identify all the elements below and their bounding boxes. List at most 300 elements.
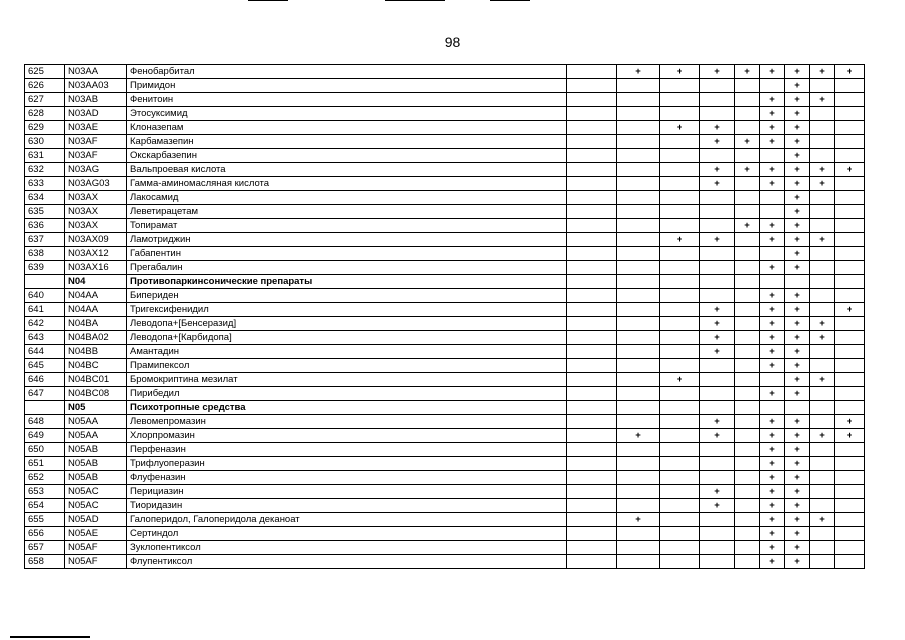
mark-cell: +	[617, 65, 660, 79]
mark-cell	[810, 121, 835, 135]
table-row	[25, 499, 865, 513]
atc-code-cell: N03AG	[65, 163, 127, 177]
mark-cell	[835, 359, 865, 373]
mark-cell	[735, 373, 760, 387]
drug-name-cell: Габапентин	[127, 247, 567, 261]
mark-cell	[735, 527, 760, 541]
mark-cell: +	[760, 555, 785, 569]
mark-cell: +	[660, 65, 700, 79]
mark-cell	[735, 317, 760, 331]
atc-code-cell: N03AX12	[65, 247, 127, 261]
mark-cell: +	[785, 555, 810, 569]
mark-cell	[567, 345, 617, 359]
mark-cell	[617, 247, 660, 261]
mark-cell: +	[760, 93, 785, 107]
mark-cell	[617, 471, 660, 485]
drug-name-cell: Пирибедил	[127, 387, 567, 401]
table-row	[25, 555, 865, 569]
drug-name-cell: Флуфеназин	[127, 471, 567, 485]
drug-name-cell: Левомепромазин	[127, 415, 567, 429]
mark-cell: +	[835, 303, 865, 317]
mark-cell	[835, 135, 865, 149]
mark-cell	[567, 429, 617, 443]
atc-code-cell: N03AE	[65, 121, 127, 135]
drug-table	[24, 64, 865, 569]
mark-cell	[760, 191, 785, 205]
row-number-cell: 628	[25, 107, 65, 121]
mark-cell: +	[785, 191, 810, 205]
mark-cell	[810, 443, 835, 457]
atc-code-cell: N04AA	[65, 289, 127, 303]
mark-cell	[700, 275, 735, 289]
table-row	[25, 485, 865, 499]
table-row	[25, 121, 865, 135]
mark-cell: +	[700, 485, 735, 499]
mark-cell	[660, 289, 700, 303]
atc-code-cell: N05AB	[65, 471, 127, 485]
mark-cell	[567, 135, 617, 149]
mark-cell	[660, 331, 700, 345]
mark-cell: +	[835, 429, 865, 443]
mark-cell	[567, 331, 617, 345]
mark-cell	[660, 247, 700, 261]
group-header-row	[25, 275, 865, 289]
drug-name-cell: Топирамат	[127, 219, 567, 233]
atc-code-cell: N05AD	[65, 513, 127, 527]
mark-cell	[735, 345, 760, 359]
mark-cell: +	[760, 65, 785, 79]
atc-code-cell: N03AF	[65, 149, 127, 163]
mark-cell	[567, 65, 617, 79]
mark-cell	[810, 387, 835, 401]
atc-code-cell: N03AF	[65, 135, 127, 149]
mark-cell	[700, 387, 735, 401]
mark-cell: +	[810, 65, 835, 79]
mark-cell	[810, 191, 835, 205]
drug-name-cell: Амантадин	[127, 345, 567, 359]
mark-cell	[617, 303, 660, 317]
mark-cell	[660, 303, 700, 317]
mark-cell	[660, 135, 700, 149]
table-row	[25, 233, 865, 247]
mark-cell	[567, 289, 617, 303]
mark-cell	[810, 149, 835, 163]
row-number-cell: 632	[25, 163, 65, 177]
mark-cell: +	[785, 261, 810, 275]
table-row	[25, 261, 865, 275]
row-number-cell: 644	[25, 345, 65, 359]
row-number-cell: 629	[25, 121, 65, 135]
mark-cell	[700, 401, 735, 415]
mark-cell	[617, 205, 660, 219]
mark-cell	[735, 429, 760, 443]
mark-cell	[735, 443, 760, 457]
atc-code-cell: N03AX16	[65, 261, 127, 275]
mark-cell	[810, 541, 835, 555]
atc-code-cell: N04BB	[65, 345, 127, 359]
table-row	[25, 191, 865, 205]
row-number-cell: 655	[25, 513, 65, 527]
row-number-cell: 650	[25, 443, 65, 457]
mark-cell	[700, 555, 735, 569]
mark-cell	[660, 443, 700, 457]
mark-cell: +	[785, 485, 810, 499]
mark-cell	[617, 443, 660, 457]
mark-cell: +	[785, 415, 810, 429]
mark-cell	[700, 289, 735, 303]
mark-cell: +	[810, 177, 835, 191]
mark-cell: +	[760, 163, 785, 177]
drug-name-cell: Карбамазепин	[127, 135, 567, 149]
mark-cell	[567, 317, 617, 331]
mark-cell	[700, 205, 735, 219]
mark-cell	[735, 205, 760, 219]
row-number-cell: 657	[25, 541, 65, 555]
mark-cell	[735, 401, 760, 415]
mark-cell	[700, 219, 735, 233]
mark-cell	[567, 121, 617, 135]
mark-cell	[810, 485, 835, 499]
mark-cell	[567, 303, 617, 317]
mark-cell	[567, 261, 617, 275]
mark-cell	[735, 191, 760, 205]
mark-cell	[660, 429, 700, 443]
mark-cell	[660, 205, 700, 219]
mark-cell	[567, 247, 617, 261]
drug-name-cell: Трифлуоперазин	[127, 457, 567, 471]
mark-cell: +	[810, 317, 835, 331]
row-number-cell: 656	[25, 527, 65, 541]
mark-cell	[660, 359, 700, 373]
mark-cell	[567, 359, 617, 373]
mark-cell	[810, 261, 835, 275]
mark-cell	[617, 289, 660, 303]
mark-cell: +	[785, 149, 810, 163]
mark-cell	[810, 303, 835, 317]
drug-name-cell: Примидон	[127, 79, 567, 93]
mark-cell	[700, 541, 735, 555]
row-number-cell: 634	[25, 191, 65, 205]
table-row	[25, 345, 865, 359]
mark-cell	[835, 121, 865, 135]
mark-cell	[567, 443, 617, 457]
mark-cell	[617, 177, 660, 191]
mark-cell	[567, 485, 617, 499]
mark-cell	[785, 401, 810, 415]
mark-cell	[810, 345, 835, 359]
row-number-cell: 638	[25, 247, 65, 261]
drug-name-cell: Вальпроевая кислота	[127, 163, 567, 177]
mark-cell	[617, 331, 660, 345]
drug-name-cell: Хлорпромазин	[127, 429, 567, 443]
mark-cell	[735, 149, 760, 163]
mark-cell	[735, 177, 760, 191]
atc-code-cell: N03AX	[65, 205, 127, 219]
mark-cell: +	[700, 121, 735, 135]
atc-code-cell: N05AE	[65, 527, 127, 541]
mark-cell	[660, 513, 700, 527]
mark-cell	[735, 499, 760, 513]
mark-cell	[760, 247, 785, 261]
mark-cell: +	[700, 429, 735, 443]
row-number-cell: 648	[25, 415, 65, 429]
mark-cell	[835, 107, 865, 121]
mark-cell: +	[760, 429, 785, 443]
mark-cell	[835, 233, 865, 247]
mark-cell	[617, 149, 660, 163]
mark-cell: +	[700, 303, 735, 317]
atc-code-cell: N03AA03	[65, 79, 127, 93]
mark-cell	[617, 233, 660, 247]
mark-cell	[810, 471, 835, 485]
drug-table-body	[25, 65, 865, 569]
mark-cell: +	[785, 163, 810, 177]
drug-name-cell: Гамма-аминомасляная кислота	[127, 177, 567, 191]
mark-cell	[700, 107, 735, 121]
drug-name-cell: Ламотриджин	[127, 233, 567, 247]
mark-cell	[735, 471, 760, 485]
mark-cell	[567, 555, 617, 569]
drug-name-cell: Прегабалин	[127, 261, 567, 275]
mark-cell	[617, 457, 660, 471]
row-number-cell: 625	[25, 65, 65, 79]
atc-code-cell: N04AA	[65, 303, 127, 317]
table-row	[25, 135, 865, 149]
mark-cell	[660, 485, 700, 499]
mark-cell	[810, 275, 835, 289]
drug-name-cell: Леветирацетам	[127, 205, 567, 219]
mark-cell: +	[760, 177, 785, 191]
mark-cell: +	[735, 135, 760, 149]
table-row	[25, 373, 865, 387]
drug-name-cell: Тиоридазин	[127, 499, 567, 513]
table-row	[25, 163, 865, 177]
mark-cell: +	[835, 163, 865, 177]
mark-cell	[617, 79, 660, 93]
mark-cell	[567, 499, 617, 513]
mark-cell: +	[810, 331, 835, 345]
mark-cell	[835, 443, 865, 457]
scan-artifact-top	[385, 0, 445, 1]
mark-cell	[835, 499, 865, 513]
mark-cell	[760, 401, 785, 415]
mark-cell: +	[785, 135, 810, 149]
mark-cell	[835, 331, 865, 345]
mark-cell	[735, 289, 760, 303]
row-number-cell: 635	[25, 205, 65, 219]
table-row	[25, 443, 865, 457]
mark-cell: +	[760, 107, 785, 121]
drug-name-cell: Зуклопентиксол	[127, 541, 567, 555]
mark-cell	[700, 191, 735, 205]
mark-cell: +	[785, 457, 810, 471]
mark-cell: +	[760, 471, 785, 485]
mark-cell: +	[785, 93, 810, 107]
mark-cell	[835, 93, 865, 107]
drug-name-cell: Леводопа+[Бенсеразид]	[127, 317, 567, 331]
mark-cell: +	[785, 541, 810, 555]
mark-cell	[617, 541, 660, 555]
drug-name-cell: Окскарбазепин	[127, 149, 567, 163]
mark-cell	[835, 345, 865, 359]
mark-cell: +	[760, 135, 785, 149]
mark-cell: +	[785, 303, 810, 317]
mark-cell	[835, 79, 865, 93]
row-number-cell: 627	[25, 93, 65, 107]
mark-cell	[735, 121, 760, 135]
mark-cell: +	[810, 93, 835, 107]
mark-cell	[617, 261, 660, 275]
mark-cell: +	[760, 457, 785, 471]
mark-cell	[660, 555, 700, 569]
mark-cell: +	[700, 331, 735, 345]
mark-cell: +	[785, 387, 810, 401]
table-row	[25, 247, 865, 261]
mark-cell: +	[760, 303, 785, 317]
mark-cell	[835, 485, 865, 499]
atc-code-cell: N05AA	[65, 415, 127, 429]
mark-cell: +	[760, 513, 785, 527]
mark-cell: +	[785, 331, 810, 345]
mark-cell	[567, 527, 617, 541]
mark-cell: +	[785, 443, 810, 457]
mark-cell	[567, 401, 617, 415]
row-number-cell: 637	[25, 233, 65, 247]
mark-cell	[760, 205, 785, 219]
mark-cell	[660, 261, 700, 275]
mark-cell	[617, 219, 660, 233]
mark-cell	[617, 359, 660, 373]
mark-cell: +	[700, 317, 735, 331]
mark-cell: +	[785, 429, 810, 443]
mark-cell	[735, 555, 760, 569]
mark-cell: +	[760, 499, 785, 513]
mark-cell	[810, 527, 835, 541]
table-row	[25, 289, 865, 303]
mark-cell	[617, 485, 660, 499]
mark-cell: +	[835, 415, 865, 429]
atc-code-cell: N05AA	[65, 429, 127, 443]
mark-cell	[660, 471, 700, 485]
mark-cell	[567, 387, 617, 401]
table-row	[25, 149, 865, 163]
scan-artifact-top	[248, 0, 288, 1]
mark-cell	[567, 191, 617, 205]
table-row	[25, 65, 865, 79]
mark-cell	[835, 275, 865, 289]
mark-cell	[617, 275, 660, 289]
mark-cell	[660, 177, 700, 191]
mark-cell: +	[810, 373, 835, 387]
mark-cell: +	[785, 317, 810, 331]
mark-cell	[760, 275, 785, 289]
mark-cell: +	[785, 471, 810, 485]
row-number-cell: 652	[25, 471, 65, 485]
mark-cell	[700, 527, 735, 541]
mark-cell	[735, 457, 760, 471]
mark-cell: +	[735, 65, 760, 79]
mark-cell	[617, 499, 660, 513]
mark-cell	[660, 219, 700, 233]
mark-cell	[835, 555, 865, 569]
mark-cell	[660, 93, 700, 107]
row-number-cell: 658	[25, 555, 65, 569]
mark-cell	[835, 471, 865, 485]
row-number-cell: 645	[25, 359, 65, 373]
mark-cell	[735, 233, 760, 247]
drug-name-cell: Этосуксимид	[127, 107, 567, 121]
mark-cell: +	[760, 387, 785, 401]
mark-cell: +	[760, 359, 785, 373]
page-number: 98	[444, 34, 461, 50]
mark-cell: +	[785, 219, 810, 233]
mark-cell	[567, 415, 617, 429]
mark-cell	[700, 79, 735, 93]
mark-cell	[567, 541, 617, 555]
atc-code-cell: N04BC08	[65, 387, 127, 401]
mark-cell	[700, 457, 735, 471]
row-number-cell: 640	[25, 289, 65, 303]
mark-cell	[617, 345, 660, 359]
mark-cell	[567, 457, 617, 471]
mark-cell	[835, 289, 865, 303]
mark-cell	[660, 415, 700, 429]
atc-code-cell: N03AD	[65, 107, 127, 121]
mark-cell	[810, 555, 835, 569]
atc-code-cell: N03AB	[65, 93, 127, 107]
drug-name-cell: Сертиндол	[127, 527, 567, 541]
mark-cell	[617, 191, 660, 205]
mark-cell	[660, 149, 700, 163]
mark-cell	[735, 261, 760, 275]
mark-cell	[735, 79, 760, 93]
mark-cell: +	[835, 65, 865, 79]
table-row	[25, 205, 865, 219]
row-number-cell: 646	[25, 373, 65, 387]
mark-cell	[735, 93, 760, 107]
mark-cell	[660, 387, 700, 401]
mark-cell: +	[785, 247, 810, 261]
mark-cell: +	[760, 289, 785, 303]
mark-cell: +	[760, 485, 785, 499]
mark-cell	[700, 261, 735, 275]
row-number-cell	[25, 275, 65, 289]
atc-code-cell: N05AC	[65, 499, 127, 513]
row-number-cell: 643	[25, 331, 65, 345]
mark-cell	[567, 107, 617, 121]
drug-name-cell: Лакосамид	[127, 191, 567, 205]
mark-cell	[835, 373, 865, 387]
mark-cell	[617, 401, 660, 415]
mark-cell: +	[810, 233, 835, 247]
mark-cell	[700, 149, 735, 163]
scan-artifact-bottom	[10, 636, 90, 638]
table-row	[25, 177, 865, 191]
row-number-cell: 647	[25, 387, 65, 401]
mark-cell: +	[700, 65, 735, 79]
atc-code-cell: N04BA	[65, 317, 127, 331]
mark-cell	[735, 513, 760, 527]
mark-cell: +	[785, 177, 810, 191]
mark-cell	[567, 219, 617, 233]
mark-cell: +	[785, 373, 810, 387]
mark-cell: +	[760, 331, 785, 345]
row-number-cell: 639	[25, 261, 65, 275]
mark-cell: +	[785, 121, 810, 135]
mark-cell: +	[785, 527, 810, 541]
mark-cell: +	[760, 121, 785, 135]
row-number-cell	[25, 401, 65, 415]
